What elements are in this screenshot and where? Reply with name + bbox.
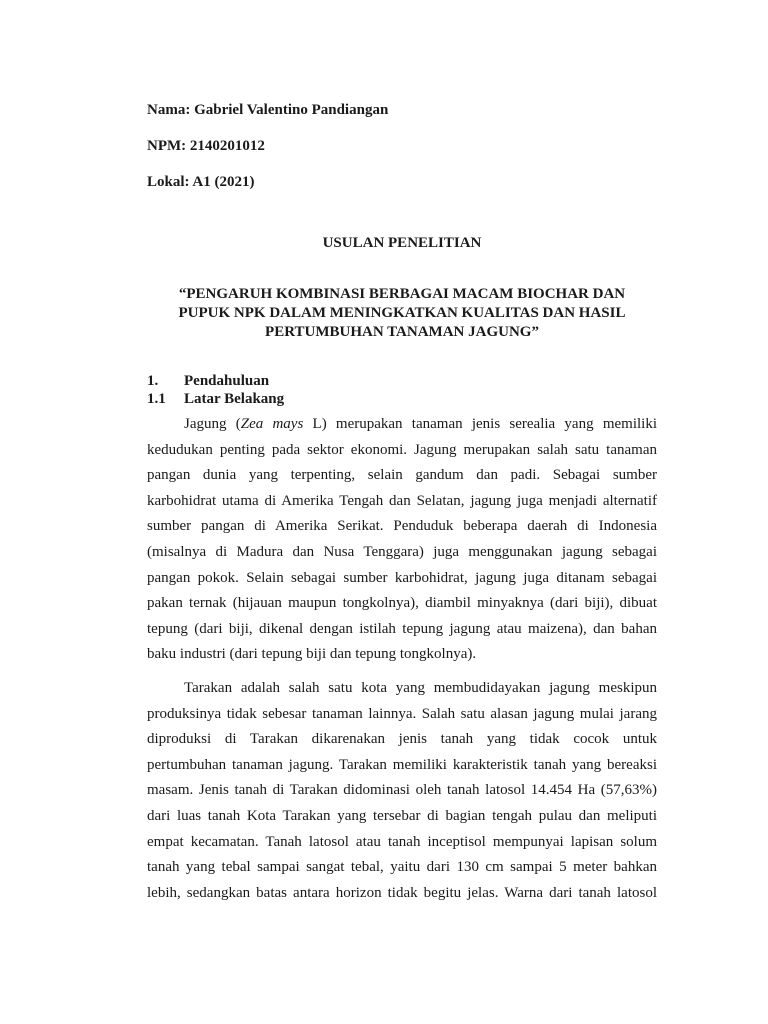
scientific-name: Zea mays: [240, 416, 304, 432]
section-heading-pendahuluan: [147, 373, 269, 390]
paragraph-line: masam. Jenis tanah di Tarakan didominasi oleh tanah latosol 14.454 Ha (57,63%): [147, 782, 657, 799]
section-label: Latar Belakang: [184, 391, 285, 407]
section-number: 1.: [147, 373, 159, 389]
research-title-line: “PENGARUH KOMBINASI BERBAGAI MACAM BIOCHAR DAN: [178, 286, 626, 302]
paragraph-line: tepung (dari biji, dikenal dengan istilah tepung jagung atau maizena), dan bahan: [147, 620, 657, 637]
paragraph-line: tanah yang tebal sampai sangat tebal, yaitu dari 130 cm sampai 5 meter bahkan: [147, 859, 657, 876]
section-heading-latar-belakang: [147, 391, 284, 408]
paragraph-line: karbohidrat utama di Amerika Tengah dan Selatan, jagung juga menjadi alternatif: [147, 492, 657, 509]
paragraph-line: diproduksi di Tarakan dikarenakan jenis tanah yang tidak cocok untuk: [147, 731, 657, 748]
text-run: L) merupakan tanaman jenis serealia yang memiliki: [303, 416, 657, 432]
section-number: 1.1: [147, 391, 166, 407]
paragraph-line: empat kecamatan. Tanah latosol atau tanah inceptisol mempunyai lapisan solum: [147, 833, 657, 850]
paragraph-line: produksinya tidak sebesar tanaman lainnya. Salah satu alasan jagung mulai jarang: [147, 705, 657, 722]
research-title: [147, 285, 657, 342]
paragraph-line: pakan ternak (hijauan maupun tongkolnya), diambil minyaknya (dari biji), dibuat: [147, 595, 657, 612]
paragraph-line: sumber pangan di Amerika Serikat. Penduduk beberapa daerah di Indonesia: [147, 518, 657, 535]
research-title-line: PUPUK NPK DALAM MENINGKATKAN KUALITAS DAN HASIL: [178, 305, 626, 321]
paragraph-line: pangan dunia yang terpenting, selain gandum dan padi. Sebagai sumber: [147, 467, 657, 484]
student-class: Lokal: A1 (2021): [147, 174, 255, 190]
student-npm: NPM: 2140201012: [147, 138, 265, 154]
paragraph-line: Tarakan adalah salah satu kota yang membudidayakan jagung meskipun: [184, 680, 657, 696]
paragraph-2: [147, 676, 657, 906]
research-title-line: PERTUMBUHAN TANAMAN JAGUNG”: [265, 324, 539, 340]
paragraph-line: baku industri (dari tepung biji dan tepung tongkolnya).: [147, 646, 477, 663]
section-label: Pendahuluan: [184, 373, 270, 389]
document-type-heading: USULAN PENELITIAN: [322, 235, 482, 251]
text-run: Jagung (: [184, 416, 241, 432]
paragraph-line: dari luas tanah Kota Tarakan yang tersebar di bagian tengah pulau dan meliputi: [147, 807, 657, 824]
paragraph-line: lebih, sedangkan batas antara horizon tidak begitu jelas. Warna dari tanah latosol: [147, 884, 657, 901]
paragraph-line: [147, 412, 657, 438]
paragraph-line: kedudukan penting pada sektor ekonomi. Jagung merupakan salah satu tanaman: [147, 441, 657, 458]
paragraph-line: pangan pokok. Selain sebagai sumber karbohidrat, jagung juga ditanam sebagai: [147, 569, 657, 586]
paragraph-1: [147, 412, 657, 668]
student-name: Nama: Gabriel Valentino Pandiangan: [147, 102, 389, 118]
paragraph-line: pertumbuhan tanaman jagung. Tarakan memiliki karakteristik tanah yang bereaksi: [147, 756, 657, 773]
paragraph-line: (misalnya di Madura dan Nusa Tenggara) juga menggunakan jagung sebagai: [147, 543, 657, 560]
